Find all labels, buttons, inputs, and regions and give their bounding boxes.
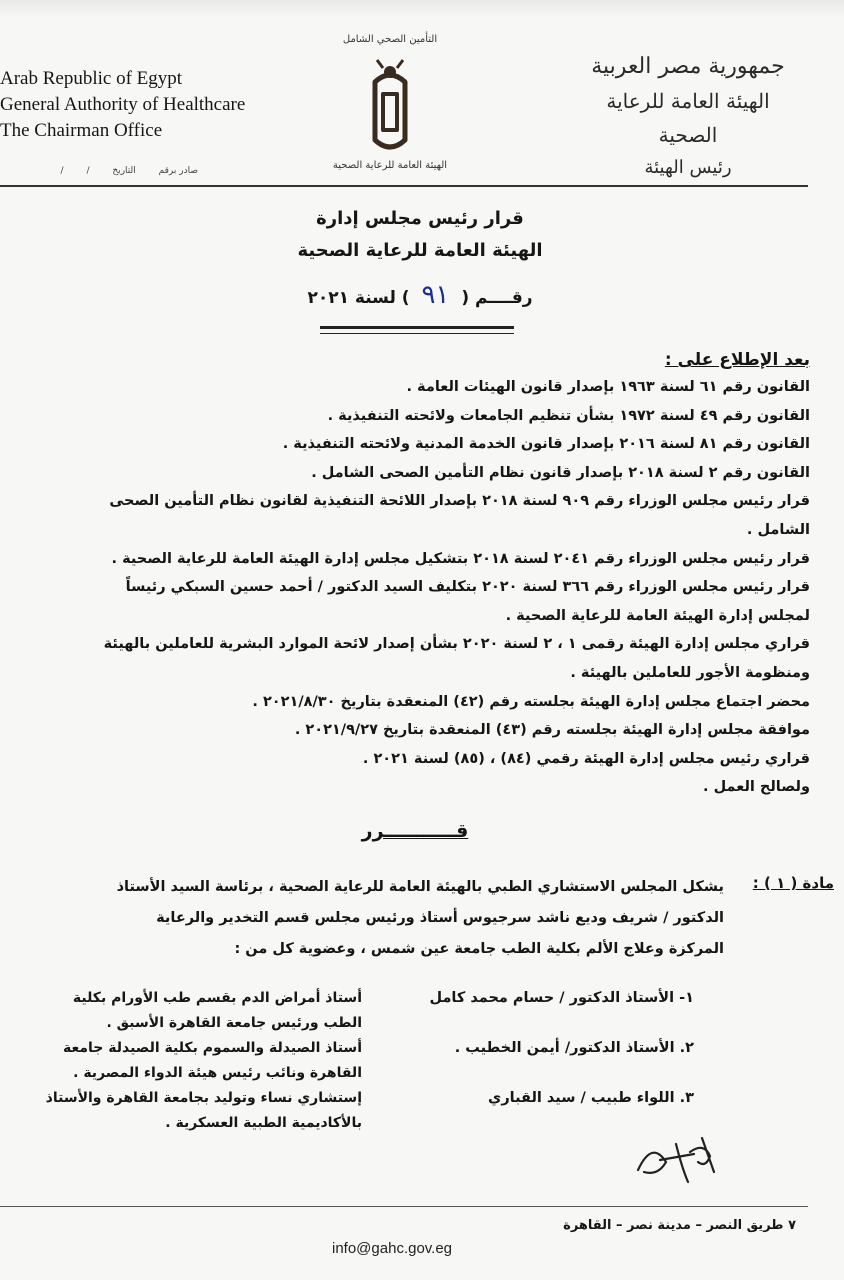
healthcare-authority-seal-icon	[305, 30, 475, 180]
footer-email: info@gahc.gov.eg	[332, 1240, 453, 1257]
date-label: التاريخ	[112, 166, 136, 176]
member-role-line: القاهرة ونائب رئيس هيئة الدواء المصرية .	[73, 1065, 362, 1081]
issued-number-label: صادر برقم	[158, 166, 198, 176]
member-name: ٣. اللواء طبيب / سيد القباري	[488, 1090, 694, 1106]
issue-reference-line	[8, 166, 218, 176]
article-body	[4, 872, 724, 965]
english-authority-line: General Authority of Healthcare	[0, 94, 246, 115]
preamble-line: القانون رقم ٦١ لسنة ١٩٦٣ بإصدار قانون الهيئات العامة .	[406, 379, 810, 395]
seal-top-text: التأمين الصحي الشامل	[342, 34, 438, 45]
arabic-country-line: جمهورية مصر العربية	[591, 54, 785, 79]
title-underline	[320, 326, 514, 334]
date-slash: /	[86, 166, 90, 176]
preamble-line: موافقة مجلس إدارة الهيئة بجلسته رقم (٤٣) المنعقدة بتاريخ ٢٠٢١/٩/٢٧ .	[294, 722, 810, 739]
date-slash: /	[60, 166, 64, 176]
footer-address: ٧ طريق النصر – مدينة نصر – القاهرة	[563, 1218, 796, 1233]
member-role	[4, 1036, 362, 1086]
preamble-line: القانون رقم ٨١ لسنة ٢٠١٦ بإصدار قانون الخدمة المدنية ولائحته التنفيذية .	[282, 436, 810, 453]
decree-title: قرار رئيس مجلس إدارة	[316, 208, 524, 229]
footer-divider	[0, 1206, 808, 1207]
preamble-line: القانون رقم ٤٩ لسنة ١٩٧٢ بشأن تنظيم الجامعات ولائحته التنفيذية .	[327, 407, 810, 424]
english-letterhead	[0, 66, 300, 144]
member-role	[4, 1086, 362, 1136]
preamble-line: قرار رئيس مجلس الوزراء رقم ٢٠٤١ لسنة ٢٠١٨ بتشكيل مجلس إدارة الهيئة العامة للرعاية الصحية .	[111, 550, 810, 567]
member-role-line: إستشاري نساء وتوليد بجامعة القاهرة والأستاذ	[45, 1090, 362, 1106]
preamble-list	[0, 373, 810, 802]
preamble-line: قرار رئيس مجلس الوزراء رقم ٩٠٩ لسنة ٢٠١٨ بإصدار اللائحة التنفيذية لقانون نظام التأمين الصحى	[109, 493, 810, 510]
preamble-line: قراري مجلس إدارة الهيئة رقمى ١ ، ٢ لسنة ٢٠٢٠ بشأن إصدار لائحة الموارد البشرية للعاملين بالهيئة	[103, 636, 810, 653]
member-role-line: الطب ورئيس جامعة القاهرة الأسبق .	[106, 1015, 362, 1031]
member-name: ٢. الأستاذ الدكتور/ أيمن الخطيب .	[454, 1040, 694, 1056]
preamble-line: قراري رئيس مجلس إدارة الهيئة رقمي (٨٤) ، (٨٥) لسنة ٢٠٢١ .	[362, 750, 810, 767]
preamble-line: محضر اجتماع مجلس إدارة الهيئة بجلسته رقم (٤٢) المنعقدة بتاريخ ٢٠٢١/٨/٣٠ .	[252, 693, 810, 710]
member-role	[4, 986, 362, 1036]
preamble-line: القانون رقم ٢ لسنة ٢٠١٨ بإصدار قانون نظام التأمين الصحى الشامل .	[311, 464, 810, 481]
article-line: يشكل المجلس الاستشاري الطبي بالهيئة العامة للرعاية الصحية ، برئاسة السيد الأستاذ	[116, 879, 724, 895]
member-role-line: أستاذ الصيدلة والسموم بكلية الصيدلة جامعة	[62, 1040, 362, 1056]
handwritten-signature	[630, 1132, 730, 1192]
arabic-office-line: رئيس الهيئة	[644, 157, 732, 178]
article-line: الدكتور / شريف وديع ناشد سرجيوس أستاذ ورئيس مجلس قسم التخدير والرعاية	[156, 910, 724, 926]
scan-edge-shadow	[0, 0, 844, 18]
decision-heading: قـــــــــــرر	[361, 820, 469, 842]
english-office-line: The Chairman Office	[0, 120, 163, 141]
preamble-line: ولصالح العمل .	[703, 779, 810, 796]
article-label: مادة ( ١ ) :	[752, 874, 834, 892]
header-divider	[0, 185, 808, 187]
member-role-line: أستاذ أمراض الدم بقسم طب الأورام بكلية	[72, 990, 362, 1006]
english-country-line: Arab Republic of Egypt	[0, 68, 183, 89]
preamble-heading: بعد الإطلاع على :	[664, 350, 810, 370]
decree-number-suffix: ) لسنة ٢٠٢١	[307, 288, 410, 308]
decree-number: ٩١	[421, 280, 450, 310]
preamble-line: الشامل .	[746, 521, 810, 538]
decree-number-line	[270, 280, 570, 310]
arabic-authority-line: الهيئة العامة للرعاية الصحية	[606, 89, 770, 147]
preamble-line: لمجلس إدارة الهيئة العامة للرعاية الصحية .	[505, 607, 810, 624]
preamble-line: قرار رئيس مجلس الوزراء رقم ٣٦٦ لسنة ٢٠٢٠ بتكليف السيد الدكتور / أحمد حسين السبكي رئيساً	[125, 579, 810, 596]
seal-bottom-text: الهيئة العامة للرعاية الصحية	[332, 160, 448, 171]
member-name: ١- الأستاذ الدكتور / حسام محمد كامل	[429, 990, 694, 1006]
member-role-line: بالأكاديمية الطبية العسكرية .	[165, 1115, 362, 1131]
decree-authority: الهيئة العامة للرعاية الصحية	[297, 240, 543, 261]
article-line: المركزة وعلاج الألم بكلية الطب جامعة عين شمس ، وعضوية كل من :	[234, 941, 724, 957]
preamble-line: ومنظومة الأجور للعاملين بالهيئة .	[570, 664, 810, 681]
arabic-letterhead	[588, 50, 788, 184]
decree-number-prefix: رقــــم (	[461, 288, 533, 308]
